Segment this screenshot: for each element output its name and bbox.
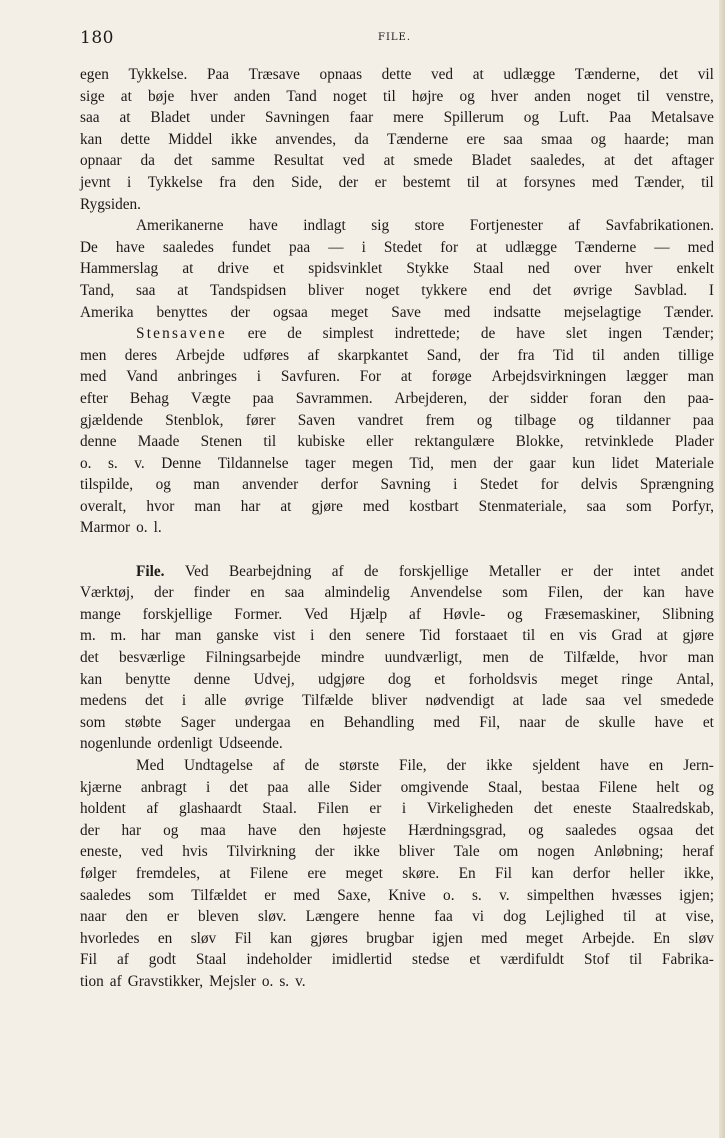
text-line: kan dette Middel ikke anvendes, da Tænderne ere saa smaa og haarde; man (80, 130, 714, 148)
text-line: Marmor o. l. (80, 519, 162, 537)
section-heading: File. (136, 562, 165, 580)
text-line: nogenlunde ordenligt Udseende. (80, 735, 283, 753)
text-line: det besværlige Filningsarbejde mindre uundværligt, men de Tilfælde, hvor man (80, 649, 714, 667)
text-line: kan benytte denne Udvej, udgjøre dog et forholdsvis meget ringe Antal, (80, 670, 714, 688)
text-line: opnaar da det samme Resultat ved at smede Bladet saaledes, at det aftager (80, 152, 714, 170)
text-line: efter Behag Vægte paa Savrammen. Arbejderen, der sidder foran den paa- (80, 389, 714, 407)
running-title: FILE. (378, 32, 412, 43)
text-line: tilspilde, og man anvender derfor Savning i Stedet for delvis Sprængning (80, 476, 714, 494)
page-number: 180 (80, 28, 114, 48)
page-edge (719, 0, 725, 1138)
text-line: eneste, ved hvis Tilvirkning der ikke bliver Tale om nogen Anløbning; heraf (80, 843, 714, 861)
text-line: File. Ved Bearbejdning af de forskjellige Metaller er der intet andet (80, 561, 714, 583)
text-line (80, 539, 714, 561)
text-line: Tand, saa at Tandspidsen bliver noget tykkere end det øvrige Savblad. I (80, 281, 714, 299)
text-line: som støbte Sager undergaa en Behandling med Fil, naar de skulle have et (80, 713, 714, 731)
text-line: denne Maade Stenen til kubiske eller rektangulære Blokke, retvinklede Plader (80, 433, 714, 451)
text-line: men deres Arbejde udføres af skarpkantet Sand, der fra Tid til anden tillige (80, 346, 714, 364)
text-line: egen Tykkelse. Paa Træsave opnaas dette ved at udlægge Tænderne, det vil (80, 66, 714, 83)
text-line: der har og maa have den højeste Hærdningsgrad, og saaledes ogsaa det (80, 821, 714, 839)
text-line: Rygsiden. (80, 195, 142, 213)
body-text (80, 64, 714, 993)
text-line: overalt, hvor man har at gjøre med kostbart Stenmateriale, saa som Porfyr, (80, 497, 714, 515)
text-line: jevnt i Tykkelse fra den Side, der er bestemt til at forsynes med Tænder, til (80, 173, 714, 191)
text-line: medens det i alle øvrige Tilfælde bliver nødvendigt at lade saa vel smedede (80, 692, 714, 710)
text-line: hvorledes en sløv Fil kan gjøres brugbar igjen med meget Arbejde. En sløv (80, 929, 714, 947)
text-line: gjældende Stenblok, fører Saven vandret frem og tilbage og tildanner paa (80, 411, 714, 429)
text-line: Amerika benyttes der ogsaa meget Save med indsatte mejselagtige Tænder. (80, 303, 714, 321)
text-line: saaledes som Tilfældet er med Saxe, Knive o. s. v. simpelthen hvæsses igjen; (80, 886, 714, 904)
text-line: m. m. har man ganske vist i den senere Tid forstaaet til en vis Grad at gjøre (80, 627, 714, 645)
text-line: holdent af glashaardt Staal. Filen er i Virkeligheden det eneste Staalredskab, (80, 800, 714, 818)
text-line: saa at Bladet under Savningen faar mere Spillerum og Luft. Paa Metalsave (80, 109, 714, 127)
text-line: kjærne anbragt i det paa alle Sider omgivende Staal, bestaa Filene helt og (80, 778, 714, 796)
text-line: Hammerslag at drive et spidsvinklet Stykke Staal ned over hver enkelt (80, 260, 714, 278)
text-line: o. s. v. Denne Tildannelse tager megen Tid, men der gaar kun lidet Materiale (80, 454, 714, 472)
text-line: følger fremdeles, at Filene ere meget skøre. En Fil kan derfor heller ikke, (80, 864, 714, 882)
text-line: Stensavene ere de simplest indrettede; de have slet ingen Tænder; (136, 325, 714, 343)
text-line: med Vand anbringes i Savfuren. For at forøge Arbejdsvirkningen lægger man (80, 368, 714, 386)
text-line: tion af Gravstikker, Mejsler o. s. v. (80, 972, 306, 990)
text-line: Amerikanerne have indlagt sig store Fortjenester af Savfabrikationen. (136, 217, 714, 235)
text-line: Fil af godt Staal indeholder imidlertid stedse et værdifuldt Stof til Fabrika- (80, 951, 714, 969)
text-line: Værktøj, der finder en saa almindelig Anvendelse som Filen, der kan have (80, 584, 714, 602)
text-line: mange forskjellige Former. Ved Hjælp af Høvle- og Fræsemaskiner, Slibning (80, 605, 714, 623)
text-line: sige at bøje hver anden Tand noget til højre og hver anden noget til venstre, (80, 87, 714, 105)
text-line: naar den er bleven sløv. Længere henne faa vi dog Lejlighed til at vise, (80, 908, 714, 926)
text-line: De have saaledes fundet paa — i Stedet for at udlægge Tænderne — med (80, 238, 714, 256)
text-line: Med Undtagelse af de største File, der ikke sjeldent have en Jern- (136, 757, 714, 774)
